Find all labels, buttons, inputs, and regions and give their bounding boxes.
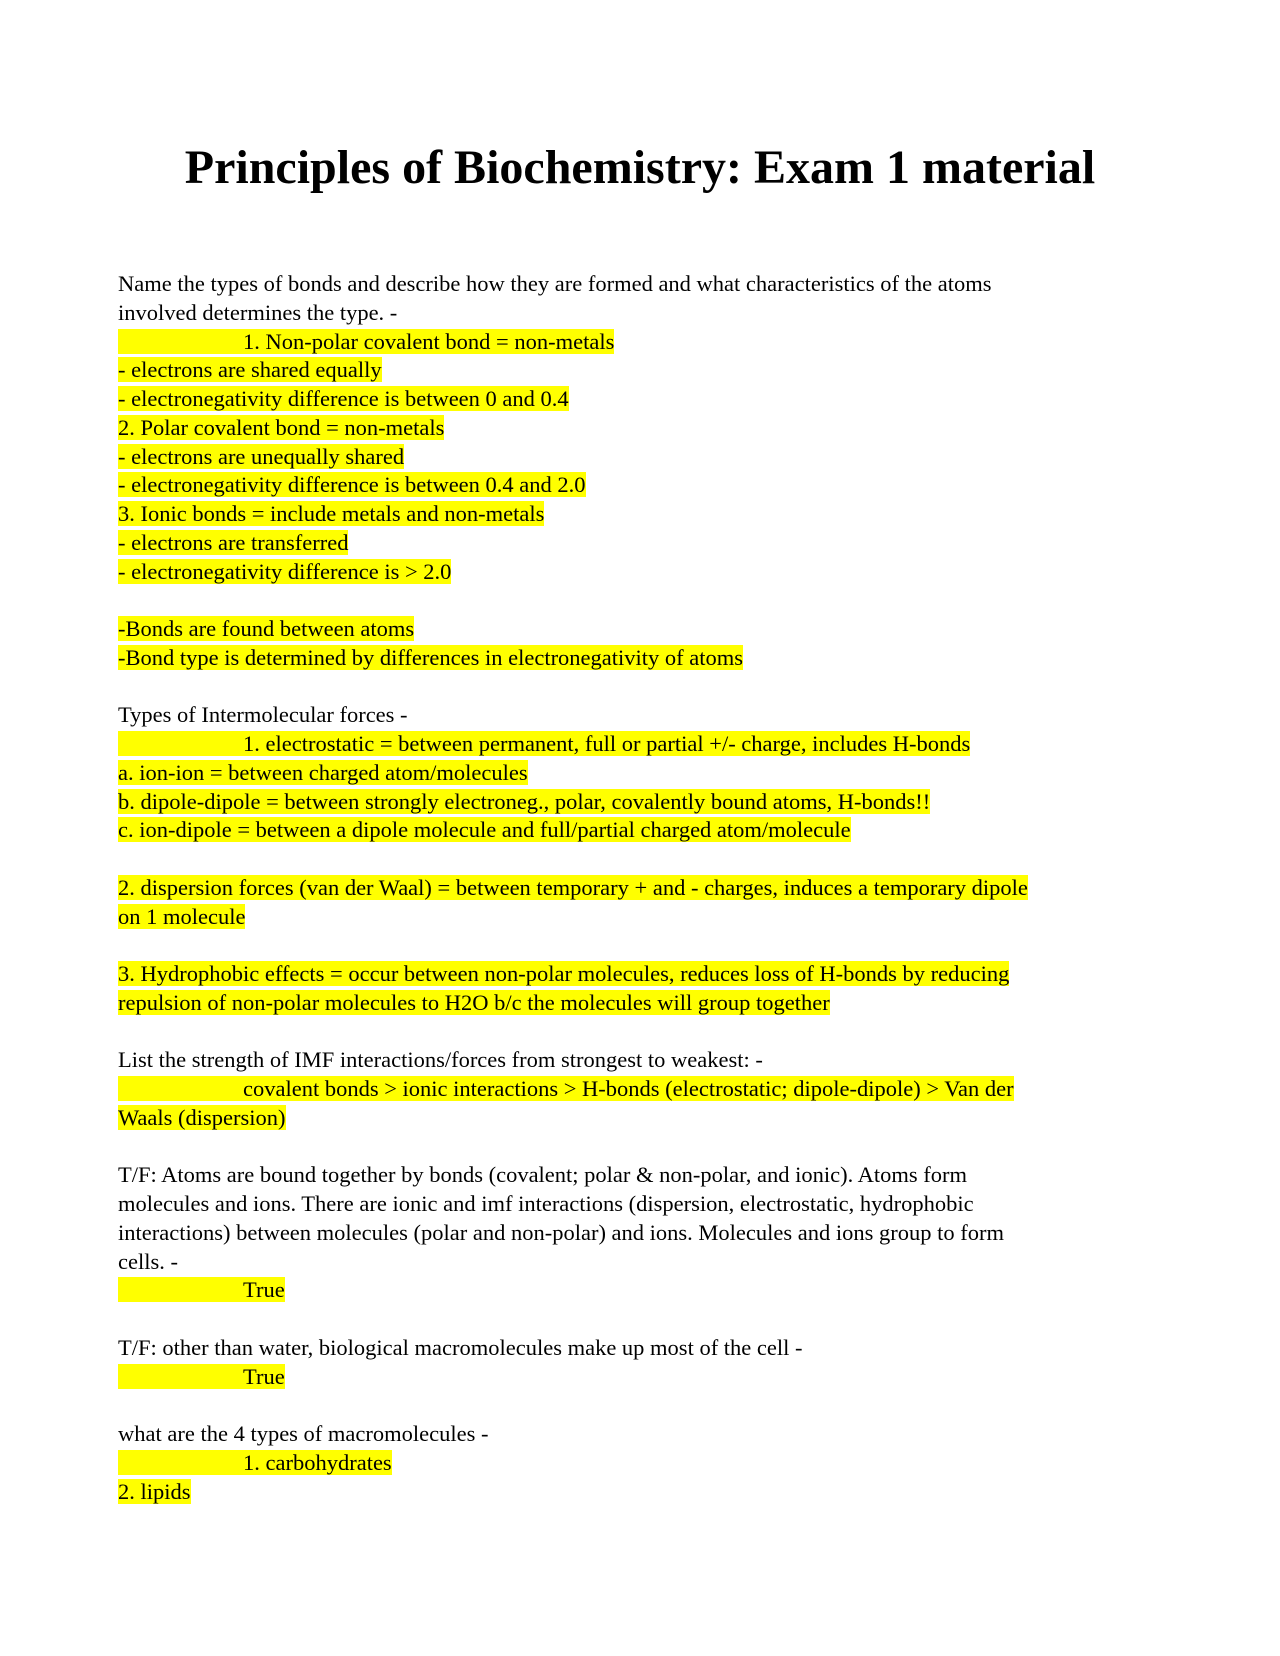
question-4-line: interactions) between molecules (polar and non-polar) and ions. Molecules and ions group to form xyxy=(118,1219,1005,1245)
answer-line: 3. Hydrophobic effects = occur between non-polar molecules, reduces loss of H-bonds by reducing xyxy=(118,961,1010,986)
answer-line: True xyxy=(118,1276,1178,1305)
answer-line: covalent bonds > ionic interactions > H-bonds (electrostatic; dipole-dipole) > Van der xyxy=(118,1075,1178,1104)
question-3: List the strength of IMF interactions/forces from strongest to weakest: - xyxy=(118,1047,763,1073)
answer-line: repulsion of non-polar molecules to H2O b/c the molecules will group together xyxy=(118,989,830,1015)
answer-line: True xyxy=(118,1363,1178,1392)
answer-line: 2. Polar covalent bond = non-metals xyxy=(118,414,445,440)
question-1-line-2: involved determines the type. - xyxy=(118,299,398,325)
answer-line: - electrons are shared equally xyxy=(118,357,382,383)
answer-line: 1. carbohydrates xyxy=(118,1449,1178,1478)
answer-line: 2. lipids xyxy=(118,1478,191,1504)
question-2: Types of Intermolecular forces - xyxy=(118,702,408,728)
document-body xyxy=(118,270,1178,1506)
question-4-line: cells. - xyxy=(118,1248,178,1274)
page-title: Principles of Biochemistry: Exam 1 material xyxy=(184,141,1096,194)
answer-line: 1. Non-polar covalent bond = non-metals xyxy=(118,328,1178,357)
answer-line: 3. Ionic bonds = include metals and non-metals xyxy=(118,501,545,526)
answer-line: 2. dispersion forces (van der Waal) = between temporary + and - charges, induces a temporary dipole xyxy=(118,874,1028,900)
answer-line: Waals (dispersion) xyxy=(118,1104,286,1130)
answer-line: - electrons are transferred xyxy=(118,529,349,555)
answer-line: - electronegativity difference is > 2.0 xyxy=(118,558,452,584)
question-4-line: T/F: Atoms are bound together by bonds (covalent; polar & non-polar, and ionic). Atoms form xyxy=(118,1162,967,1188)
question-6: what are the 4 types of macromolecules - xyxy=(118,1421,489,1446)
answer-line: on 1 molecule xyxy=(118,903,246,929)
answer-line: - electrons are unequally shared xyxy=(118,443,405,469)
answer-line: b. dipole-dipole = between strongly electroneg., polar, covalently bound atoms, H-bonds!! xyxy=(118,788,931,814)
answer-line: - electronegativity difference is between 0 and 0.4 xyxy=(118,386,569,411)
question-4-line: molecules and ions. There are ionic and imf interactions (dispersion, electrostatic, hydrophobic xyxy=(118,1191,974,1216)
question-1-line-1: Name the types of bonds and describe how they are formed and what characteristics of the atoms xyxy=(118,271,992,296)
answer-line: 1. electrostatic = between permanent, full or partial +/- charge, includes H-bonds xyxy=(118,730,1178,759)
note-line: -Bonds are found between atoms xyxy=(118,616,415,641)
answer-line: - electronegativity difference is between 0.4 and 2.0 xyxy=(118,472,586,498)
question-5: T/F: other than water, biological macromolecules make up most of the cell - xyxy=(118,1334,803,1360)
answer-line: a. ion-ion = between charged atom/molecules xyxy=(118,759,528,785)
answer-line: c. ion-dipole = between a dipole molecule and full/partial charged atom/molecule xyxy=(118,817,851,843)
note-line: -Bond type is determined by differences in electronegativity of atoms xyxy=(118,644,744,670)
